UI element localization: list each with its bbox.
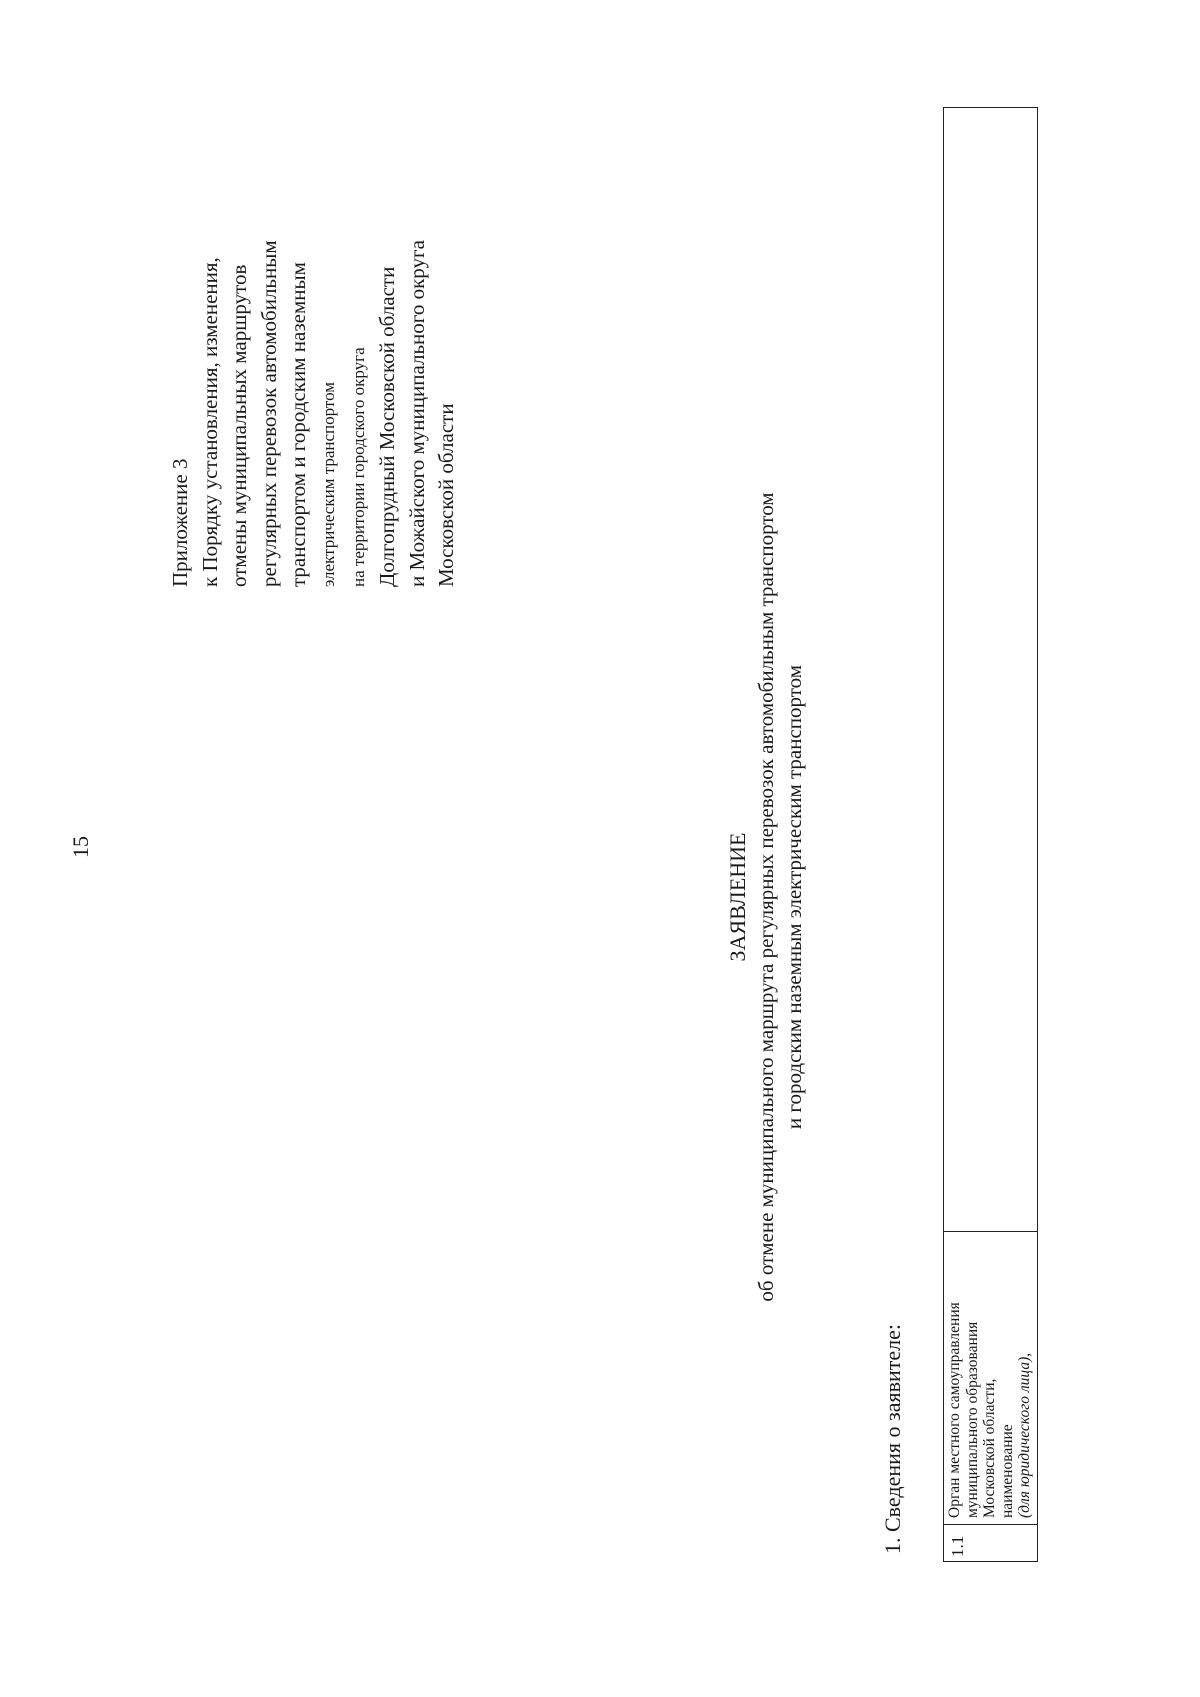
section-heading: 1. Сведения о заявителе: — [880, 1323, 905, 1554]
appendix-line: Приложение 3 — [168, 458, 192, 587]
row-label — [944, 1232, 1038, 1525]
row-label-line: муниципального образования — [963, 1321, 981, 1518]
appendix-line: Долгопрудный Московской области — [375, 266, 400, 587]
row-number: 1.1 — [944, 1525, 1038, 1562]
table-row — [944, 108, 1038, 1562]
statement-subtitle-line: и городским наземным электрическим транспортом — [782, 664, 806, 1130]
row-label-italic-note: (для юридического лица), — [1016, 1352, 1033, 1518]
appendix-line: на территории городского округа — [348, 347, 368, 587]
appendix-line: отмены муниципальных маршрутов — [227, 264, 252, 587]
row-value-field[interactable] — [944, 108, 1038, 1232]
appendix-line: Московской области — [434, 403, 459, 587]
appendix-line: электрическим транспортом — [318, 381, 338, 587]
row-label-line: наименование — [998, 1424, 1016, 1518]
statement-title: ЗАЯВЛЕНИЕ — [725, 832, 750, 962]
appendix-line: транспортом и городским наземным — [286, 262, 311, 587]
appendix-line: к Порядку установления, изменения, — [197, 257, 222, 587]
page-number: 15 — [68, 836, 93, 858]
appendix-line: и Можайского муниципального округа — [404, 240, 429, 587]
statement-subtitle-line: об отмене муниципального маршрута регулярных перевозок автомобильным транспортом — [754, 492, 778, 1302]
appendix-line: регулярных перевозок автомобильным — [256, 240, 281, 587]
row-label-line: Орган местного самоуправления — [946, 1302, 963, 1518]
applicant-info-table — [943, 107, 1038, 1562]
appendix-header — [166, 0, 462, 587]
row-label-line: Московской области, — [981, 1378, 998, 1518]
statement-heading — [724, 247, 808, 1547]
